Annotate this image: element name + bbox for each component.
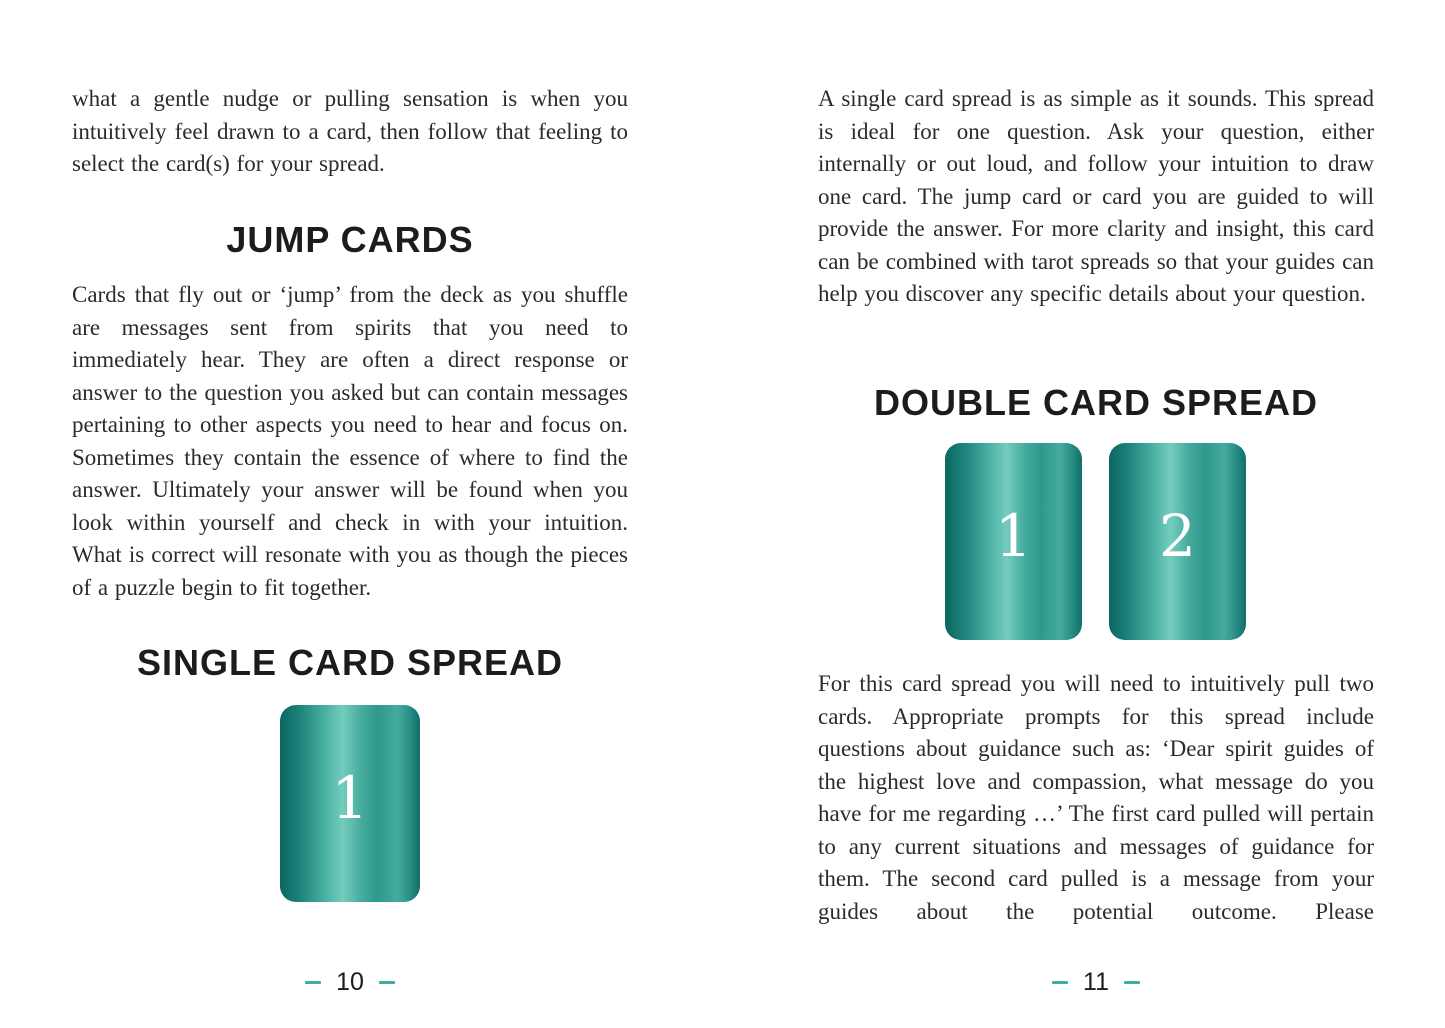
tarot-card-first [945,443,1082,640]
single-card-spread-heading: SINGLE CARD SPREAD [136,642,564,683]
intro-paragraph: what a gentle nudge or pulling sensation is when you intuitively feel drawn to a card, then follow that feeling to select the card(s) for your spread. [72,86,628,176]
page-dash-icon [305,981,321,984]
jump-cards-paragraph: Cards that fly out or ‘jump’ from the deck as you shuffle are messages sent from spirits that you need to immediately hear. They are often a direct response or answer to the question you asked but can contain messages pertaining to other aspects you need to hear and focus on. Sometimes they contain the essence of where to find the answer. Ultimately your answer will be found when you look within yourself and check in with your intuition. What is correct will resonate with you as though the pieces of a puzzle begin to fit together. [72,282,628,600]
double-card-row [945,443,1246,640]
page-number-text: 10 [336,968,364,996]
right-page [818,0,1374,1028]
double-spread-paragraph: For this card spread you will need to intuitively pull two cards. Appropriate prompts for this spread include questions about guidance such as: ‘Dear spirit guides of the highest love and compassion, what message do you have for me regarding …’ The first card pulled will pertain to any current situations and messages of guidance for them. The second card pulled is a message from your guides about the potential outcome. Please [818,671,1374,924]
page-dash-icon [1052,981,1068,984]
page-dash-icon [1124,981,1140,984]
double-card-spread-heading: DOUBLE CARD SPREAD [873,382,1319,423]
card-number-1: 1 [995,501,1032,570]
single-spread-paragraph: A single card spread is as simple as it sounds. This spread is ideal for one question. Ask your question, either internally or out loud, and follow your intuition to draw one card. The jump card or card you are guided to will provide the answer. For more clarity and insight, this card can be combined with tarot spreads so that your guides can help you discover any specific details about your question. [818,86,1374,306]
tarot-card-second [1109,443,1246,640]
page-dash-icon [379,981,395,984]
card-number-1: 1 [331,763,369,832]
page-number-left [72,970,628,995]
page-number-text: 11 [1083,968,1109,996]
page-number-right [818,970,1374,995]
card-number-2: 2 [1159,501,1196,570]
tarot-card-single [280,705,420,902]
left-page [72,0,628,1028]
jump-cards-heading: JUMP CARDS [226,219,474,260]
